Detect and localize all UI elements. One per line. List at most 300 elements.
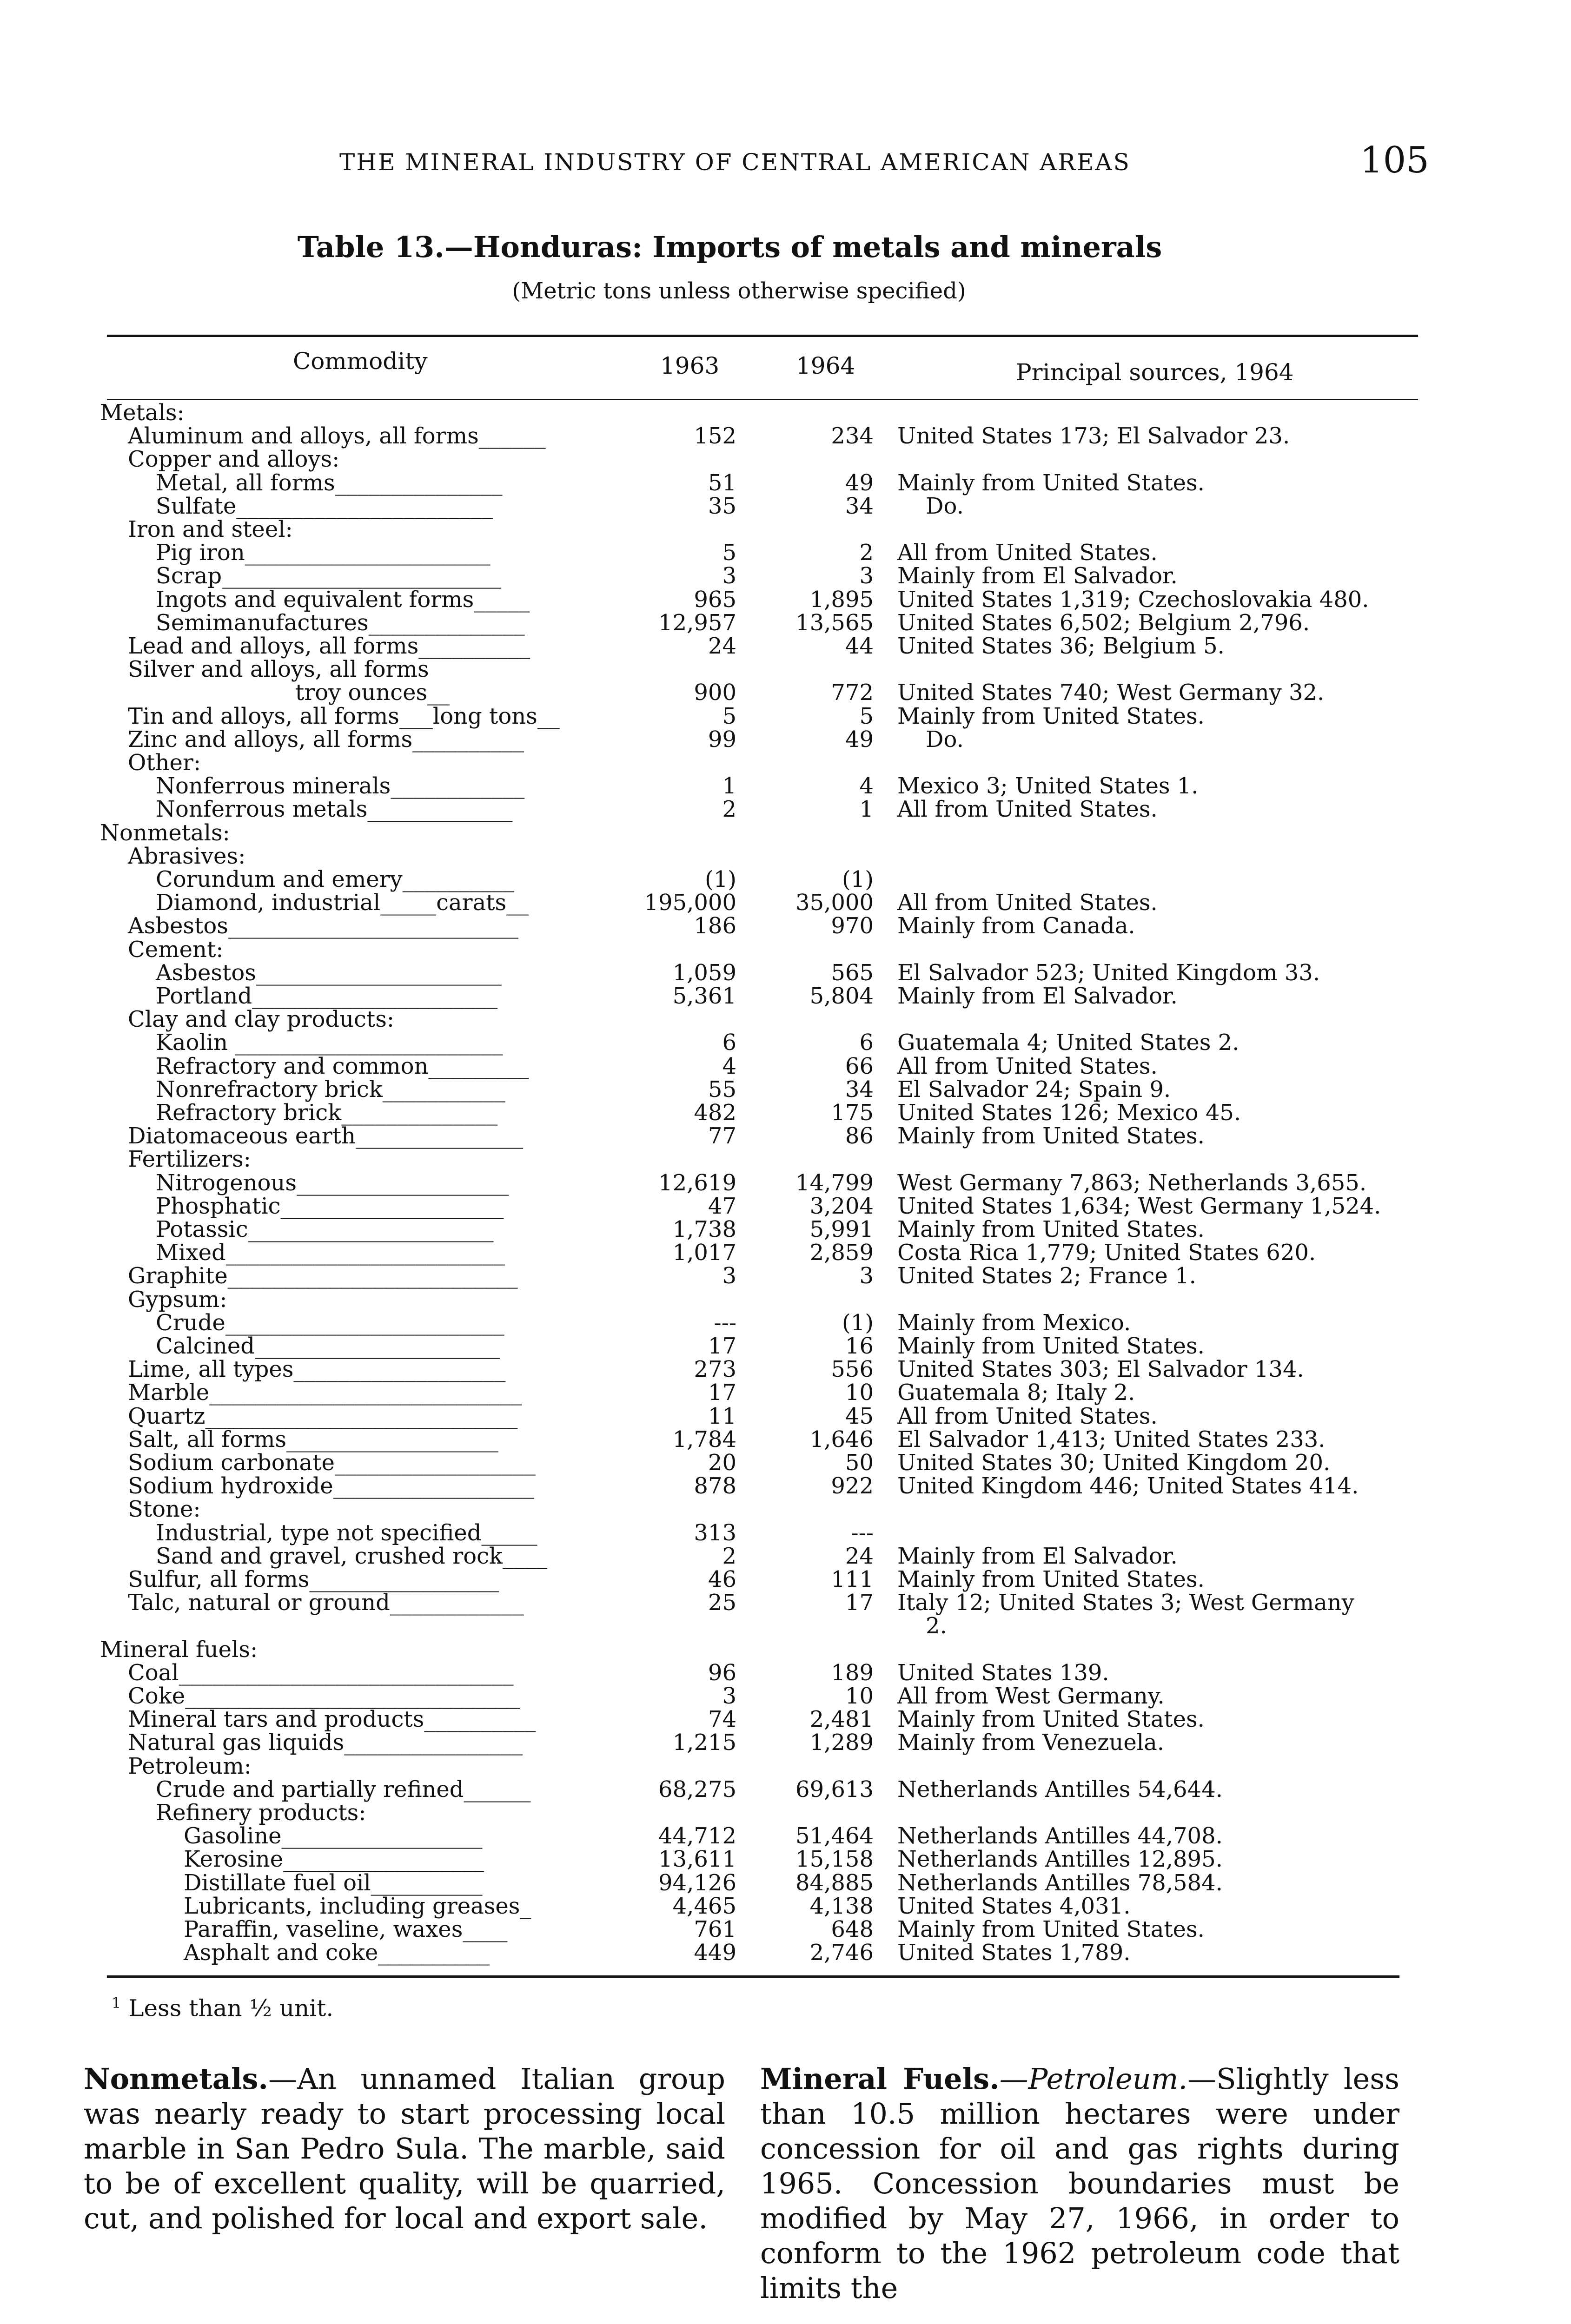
value-1963-cell: 1,738	[672, 1216, 736, 1242]
table-row	[0, 1567, 1571, 1591]
commodity-cell: Kaolin ________________________	[156, 1030, 503, 1056]
value-1964-cell: 49	[845, 469, 874, 496]
table-row	[0, 1871, 1571, 1895]
column-header-1964: 1964	[796, 352, 855, 379]
commodity-cell: Sulfur, all forms_________________	[128, 1566, 499, 1592]
sources-cell: Netherlands Antilles 54,644.	[897, 1776, 1223, 1802]
table-row	[0, 1917, 1571, 1941]
commodity-cell: Kerosine__________________	[184, 1846, 484, 1873]
sources-cell: Do.	[897, 726, 964, 753]
table-row	[0, 1521, 1571, 1545]
table-row	[0, 1007, 1571, 1031]
value-1963-cell: 12,957	[658, 609, 736, 636]
value-1964-cell: 17	[845, 1590, 874, 1616]
table-row	[0, 1614, 1571, 1638]
sources-cell: Mainly from Venezuela.	[897, 1730, 1164, 1756]
value-1964-cell: 111	[831, 1566, 874, 1592]
value-1964-cell: 4	[859, 773, 874, 799]
table-row	[0, 984, 1571, 1008]
table-row	[0, 471, 1571, 495]
value-1964-cell: 35,000	[795, 890, 874, 916]
commodity-cell: Calcined______________________	[156, 1333, 500, 1359]
value-1964-cell: 34	[845, 1076, 874, 1103]
sources-cell: United States 1,634; West Germany 1,524.	[897, 1193, 1381, 1219]
table-row	[0, 751, 1571, 775]
commodity-cell: Coke______________________________	[128, 1683, 520, 1709]
commodity-cell: Diatomaceous earth_______________	[128, 1123, 523, 1149]
value-1963-cell: 1	[722, 773, 736, 799]
table-row	[0, 680, 1571, 705]
sources-cell: Mainly from El Salvador.	[897, 1543, 1178, 1569]
footnote-text: Less than ½ unit.	[128, 1994, 334, 2022]
table-row	[0, 1264, 1571, 1288]
sources-cell: All from United States.	[897, 1053, 1158, 1079]
table-row	[0, 867, 1571, 891]
commodity-cell: Crude_________________________	[156, 1309, 504, 1336]
sources-cell: 2.	[897, 1613, 947, 1639]
value-1964-cell: 1,895	[809, 586, 874, 613]
value-1964-cell: 5,804	[809, 983, 874, 1009]
page-header	[0, 139, 1571, 195]
sources-cell: Mainly from United States.	[897, 1916, 1205, 1942]
commodity-cell: Metal, all forms_______________	[156, 469, 503, 496]
value-1963-cell: 20	[708, 1450, 736, 1476]
table-row	[0, 1941, 1571, 1965]
value-1963-cell: 5	[722, 540, 736, 566]
commodity-cell: Zinc and alloys, all forms__________	[128, 726, 524, 753]
value-1964-cell: 556	[831, 1356, 874, 1383]
commodity-cell: Lead and alloys, all forms__________	[128, 633, 530, 659]
sources-cell: United States 36; Belgium 5.	[897, 633, 1225, 659]
value-1963-cell: 1,784	[672, 1426, 736, 1452]
value-1964-cell: 1,289	[809, 1730, 874, 1756]
sources-cell: Italy 12; United States 3; West Germany	[897, 1590, 1354, 1616]
sources-cell: Mainly from United States.	[897, 703, 1205, 729]
table-row	[0, 1801, 1571, 1825]
running-title: THE MINERAL INDUSTRY OF CENTRAL AMERICAN AREAS	[339, 149, 1131, 176]
commodity-cell: Tin and alloys, all forms___long tons__	[128, 703, 560, 729]
value-1964-cell: 970	[831, 913, 874, 939]
value-1963-cell: 13,611	[658, 1846, 736, 1873]
value-1963-cell: 24	[708, 633, 736, 659]
commodity-cell: Sulfate_______________________	[156, 493, 493, 519]
value-1963-cell: 1,215	[672, 1730, 736, 1756]
value-1963-cell: 965	[694, 586, 736, 613]
value-1964-cell: 3	[859, 563, 874, 589]
table-row	[0, 401, 1571, 425]
value-1964-cell: 15,158	[795, 1846, 874, 1873]
commodity-cell: Marble____________________________	[128, 1380, 522, 1406]
value-1963-cell: 1,017	[672, 1240, 736, 1266]
value-1963-cell: 11	[708, 1403, 736, 1429]
value-1964-cell: 5	[859, 703, 874, 729]
table-row	[0, 1894, 1571, 1918]
table-row	[0, 1217, 1571, 1241]
value-1963-cell: 94,126	[658, 1869, 736, 1896]
value-1963-cell: 482	[694, 1100, 736, 1126]
sources-cell: Mainly from El Salvador.	[897, 983, 1178, 1009]
table-row	[0, 1147, 1571, 1171]
table-row	[0, 704, 1571, 728]
sources-cell: Mexico 3; United States 1.	[897, 773, 1199, 799]
sources-cell: United States 2; France 1.	[897, 1263, 1196, 1289]
sources-cell: All from West Germany.	[897, 1683, 1165, 1709]
sources-cell: West Germany 7,863; Netherlands 3,655.	[897, 1169, 1367, 1196]
sources-cell: Mainly from United States.	[897, 1123, 1205, 1149]
value-1963-cell: 1,059	[672, 959, 736, 986]
value-1964-cell: 84,885	[795, 1869, 874, 1896]
commodity-cell: Nitrogenous___________________	[156, 1169, 509, 1196]
table-row	[0, 1707, 1571, 1731]
table-row	[0, 938, 1571, 962]
value-1964-cell: ---	[851, 1519, 874, 1546]
value-1963-cell: 152	[694, 423, 736, 449]
table-row	[0, 1077, 1571, 1102]
value-1963-cell: 12,619	[658, 1169, 736, 1196]
table-top-rule	[107, 335, 1418, 337]
table-row	[0, 1544, 1571, 1568]
sources-cell: All from United States.	[897, 1403, 1158, 1429]
value-1964-cell: 1,646	[809, 1426, 874, 1452]
value-1963-cell: 17	[708, 1333, 736, 1359]
table-row	[0, 1847, 1571, 1871]
value-1964-cell: 2,746	[809, 1940, 874, 1966]
commodity-cell: Aluminum and alloys, all forms______	[128, 423, 546, 449]
value-1963-cell: 4	[722, 1053, 736, 1079]
value-1964-cell: 49	[845, 726, 874, 753]
value-1963-cell: 761	[694, 1916, 736, 1942]
value-1964-cell: 922	[831, 1473, 874, 1499]
sources-cell: Mainly from El Salvador.	[897, 563, 1178, 589]
sources-cell: Mainly from United States.	[897, 469, 1205, 496]
value-1963-cell: 51	[708, 469, 736, 496]
sources-cell: Netherlands Antilles 12,895.	[897, 1846, 1223, 1873]
commodity-cell: Fertilizers:	[128, 1146, 251, 1173]
petroleum-subheading: —Petroleum.	[999, 2062, 1188, 2096]
table-row	[0, 1380, 1571, 1405]
value-1964-cell: 565	[831, 959, 874, 986]
table-row	[0, 541, 1571, 565]
table-row	[0, 1451, 1571, 1475]
commodity-cell: Asphalt and coke__________	[184, 1940, 490, 1966]
value-1964-cell: 2,481	[809, 1706, 874, 1733]
table-row	[0, 1171, 1571, 1195]
table-row	[0, 1824, 1571, 1848]
column-header-commodity: Commodity	[293, 348, 428, 375]
commodity-cell: Copper and alloys:	[128, 446, 340, 473]
commodity-cell: Metals:	[100, 400, 185, 426]
table-row	[0, 1287, 1571, 1312]
value-1963-cell: 3	[722, 563, 736, 589]
sources-cell: Mainly from United States.	[897, 1333, 1205, 1359]
sources-cell: Mainly from United States.	[897, 1216, 1205, 1242]
commodity-cell: Industrial, type not specified_____	[156, 1519, 537, 1546]
sources-cell: Netherlands Antilles 44,708.	[897, 1823, 1223, 1849]
commodity-cell: Petroleum:	[128, 1753, 252, 1779]
sources-cell: United States 740; West Germany 32.	[897, 680, 1325, 706]
commodity-cell: Mixed_________________________	[156, 1240, 505, 1266]
value-1964-cell: 772	[831, 680, 874, 706]
commodity-cell: Nonmetals:	[100, 819, 230, 846]
table-row	[0, 1754, 1571, 1778]
value-1964-cell: 34	[845, 493, 874, 519]
table-row	[0, 1404, 1571, 1428]
value-1963-cell: 3	[722, 1263, 736, 1289]
table-row	[0, 588, 1571, 612]
commodity-cell: Portland______________________	[156, 983, 498, 1009]
sources-cell: All from United States.	[897, 890, 1158, 916]
value-1964-cell: 13,565	[795, 609, 874, 636]
value-1963-cell: 195,000	[644, 890, 736, 916]
commodity-cell: Natural gas liquids________________	[128, 1730, 523, 1756]
commodity-cell: Nonferrous minerals____________	[156, 773, 525, 799]
commodity-cell: Nonrefractory brick___________	[156, 1076, 505, 1103]
value-1964-cell: 648	[831, 1916, 874, 1942]
commodity-cell: Sodium hydroxide__________________	[128, 1473, 534, 1499]
sources-cell: United States 30; United Kingdom 20.	[897, 1450, 1331, 1476]
table-row	[0, 1311, 1571, 1335]
value-1964-cell: 66	[845, 1053, 874, 1079]
table-header-rule	[107, 399, 1418, 400]
commodity-cell: Crude and partially refined______	[156, 1776, 531, 1802]
value-1963-cell: 35	[708, 493, 736, 519]
table-row	[0, 611, 1571, 635]
value-1963-cell: 55	[708, 1076, 736, 1103]
commodity-cell: troy ounces__	[295, 680, 450, 706]
table-subtitle: (Metric tons unless otherwise specified)	[512, 278, 966, 304]
value-1964-cell: 10	[845, 1683, 874, 1709]
sources-cell: Netherlands Antilles 78,584.	[897, 1869, 1223, 1896]
commodity-cell: Cement:	[128, 936, 224, 963]
table-row	[0, 727, 1571, 752]
value-1963-cell: 46	[708, 1566, 736, 1592]
table-row	[0, 891, 1571, 915]
value-1963-cell: 77	[708, 1123, 736, 1149]
table-title: Table 13.—Honduras: Imports of metals and minerals	[297, 230, 1162, 264]
table-row	[0, 1661, 1571, 1685]
value-1964-cell: 5,991	[809, 1216, 874, 1242]
value-1964-cell: 6	[859, 1030, 874, 1056]
table-row	[0, 1497, 1571, 1521]
table-row	[0, 914, 1571, 938]
commodity-cell: Clay and clay products:	[128, 1006, 394, 1033]
value-1964-cell: 44	[845, 633, 874, 659]
value-1963-cell: 900	[694, 680, 736, 706]
sources-cell: Guatemala 4; United States 2.	[897, 1030, 1240, 1056]
value-1964-cell: 50	[845, 1450, 874, 1476]
commodity-cell: Quartz____________________________	[128, 1403, 518, 1429]
sources-cell: United States 6,502; Belgium 2,796.	[897, 609, 1310, 636]
value-1964-cell: 24	[845, 1543, 874, 1569]
value-1964-cell: 45	[845, 1403, 874, 1429]
sources-cell: Costa Rica 1,779; United States 620.	[897, 1240, 1316, 1266]
value-1963-cell: 273	[694, 1356, 736, 1383]
table-row	[0, 844, 1571, 868]
mineral-fuels-heading: Mineral Fuels.	[760, 2062, 1000, 2096]
commodity-cell: Ingots and equivalent forms_____	[156, 586, 530, 613]
sources-cell: United States 4,031.	[897, 1893, 1131, 1919]
table-row	[0, 634, 1571, 658]
nonmetals-heading: Nonmetals.	[84, 2062, 269, 2096]
value-1963-cell: ---	[714, 1309, 736, 1336]
value-1963-cell: (1)	[705, 866, 736, 892]
value-1964-cell: 14,799	[795, 1169, 874, 1196]
table-row	[0, 1777, 1571, 1802]
sources-cell: El Salvador 1,413; United States 233.	[897, 1426, 1326, 1452]
value-1964-cell: 86	[845, 1123, 874, 1149]
table-row	[0, 961, 1571, 985]
value-1963-cell: 96	[708, 1659, 736, 1686]
commodity-cell: Sand and gravel, crushed rock____	[156, 1543, 548, 1569]
commodity-cell: Paraffin, vaseline, waxes____	[184, 1916, 508, 1942]
commodity-cell: Refractory brick______________	[156, 1100, 498, 1126]
sources-cell: Mainly from Mexico.	[897, 1309, 1131, 1336]
value-1963-cell: 5,361	[672, 983, 736, 1009]
commodity-cell: Iron and steel:	[128, 516, 293, 542]
table-row	[0, 1684, 1571, 1708]
commodity-cell: Distillate fuel oil__________	[184, 1869, 483, 1896]
commodity-cell: Other:	[128, 750, 201, 776]
table-row	[0, 821, 1571, 845]
commodity-cell: Coal______________________________	[128, 1659, 514, 1686]
sources-cell: All from United States.	[897, 540, 1158, 566]
table-row	[0, 424, 1571, 448]
sources-cell: United States 1,789.	[897, 1940, 1131, 1966]
commodity-cell: Refractory and common_________	[156, 1053, 529, 1079]
column-header-1963: 1963	[660, 352, 720, 379]
table-row	[0, 1474, 1571, 1498]
commodity-cell: Silver and alloys, all forms	[128, 656, 429, 683]
value-1964-cell: 2,859	[809, 1240, 874, 1266]
table-row	[0, 797, 1571, 821]
body-column-right	[760, 2061, 1399, 2305]
commodity-cell: Phosphatic____________________	[156, 1193, 504, 1219]
commodity-cell: Lime, all types___________________	[128, 1356, 506, 1383]
value-1963-cell: 17	[708, 1380, 736, 1406]
commodity-cell: Refinery products:	[156, 1800, 366, 1826]
value-1963-cell: 3	[722, 1683, 736, 1709]
value-1963-cell: 186	[694, 913, 736, 939]
sources-cell: All from United States.	[897, 796, 1158, 823]
footnote-mark: 1	[112, 1994, 121, 2012]
sources-cell: El Salvador 24; Spain 9.	[897, 1076, 1171, 1103]
table-row	[0, 517, 1571, 541]
table-row	[0, 564, 1571, 588]
value-1964-cell: 4,138	[809, 1893, 874, 1919]
value-1963-cell: 2	[722, 1543, 736, 1569]
value-1963-cell: 878	[694, 1473, 736, 1499]
commodity-cell: Talc, natural or ground____________	[128, 1590, 524, 1616]
sources-cell: Guatemala 8; Italy 2.	[897, 1380, 1135, 1406]
commodity-cell: Abrasives:	[128, 843, 246, 869]
value-1964-cell: 16	[845, 1333, 874, 1359]
value-1964-cell: 175	[831, 1100, 874, 1126]
value-1963-cell: 4,465	[672, 1893, 736, 1919]
commodity-cell: Pig iron______________________	[156, 540, 491, 566]
value-1963-cell: 44,712	[658, 1823, 736, 1849]
table-row	[0, 1427, 1571, 1452]
commodity-cell: Scrap_________________________	[156, 563, 501, 589]
sources-cell: United Kingdom 446; United States 414.	[897, 1473, 1359, 1499]
sources-cell: Mainly from United States.	[897, 1566, 1205, 1592]
value-1964-cell: 69,613	[795, 1776, 874, 1802]
commodity-cell: Graphite__________________________	[128, 1263, 518, 1289]
value-1964-cell: 3,204	[809, 1193, 874, 1219]
table-bottom-rule	[107, 1975, 1399, 1978]
sources-cell: United States 126; Mexico 45.	[897, 1100, 1241, 1126]
sources-cell: Mainly from Canada.	[897, 913, 1135, 939]
sources-cell: United States 303; El Salvador 134.	[897, 1356, 1304, 1383]
value-1963-cell: 2	[722, 796, 736, 823]
value-1963-cell: 5	[722, 703, 736, 729]
commodity-cell: Salt, all forms___________________	[128, 1426, 498, 1452]
table-row	[0, 1357, 1571, 1381]
value-1964-cell: 3	[859, 1263, 874, 1289]
commodity-cell: Diamond, industrial_____carats__	[156, 890, 529, 916]
value-1964-cell: (1)	[842, 866, 874, 892]
mineral-fuels-paragraph: —Slightly less than 10.5 million hectares were under concession for oil and gas rights during 1965. Concession boundaries must be modified by May 27, 1966, in order to conform to the 1962 petroleum code that limits the	[760, 2062, 1399, 2305]
commodity-cell: Nonferrous metals_____________	[156, 796, 513, 823]
commodity-cell: Asbestos__________________________	[128, 913, 518, 939]
commodity-cell: Asbestos______________________	[156, 959, 502, 986]
commodity-cell: Stone:	[128, 1496, 201, 1523]
nonmetals-paragraph: —An unnamed Italian group was nearly ready to start processing local marble in San Pedro Sula. The marble, said to be of excellent quality, will be quarried, cut, and polished for local and export sale.	[84, 2062, 725, 2235]
value-1963-cell: 74	[708, 1706, 736, 1733]
table-row	[0, 494, 1571, 518]
value-1963-cell: 6	[722, 1030, 736, 1056]
sources-cell: Mainly from United States.	[897, 1706, 1205, 1733]
table-row	[0, 1241, 1571, 1265]
commodity-cell: Mineral tars and products__________	[128, 1706, 536, 1733]
value-1964-cell: 234	[831, 423, 874, 449]
commodity-cell: Potassic______________________	[156, 1216, 494, 1242]
commodity-cell: Gasoline__________________	[184, 1823, 483, 1849]
table-row	[0, 1054, 1571, 1078]
value-1964-cell: 189	[831, 1659, 874, 1686]
commodity-cell: Sodium carbonate__________________	[128, 1450, 536, 1476]
table-row	[0, 1730, 1571, 1755]
value-1963-cell: 313	[694, 1519, 736, 1546]
table-row	[0, 774, 1571, 798]
value-1963-cell: 68,275	[658, 1776, 736, 1802]
sources-cell: El Salvador 523; United Kingdom 33.	[897, 959, 1320, 986]
sources-cell: United States 139.	[897, 1659, 1109, 1686]
sources-cell: Do.	[897, 493, 964, 519]
table-row	[0, 1591, 1571, 1615]
column-header-sources: Principal sources, 1964	[1016, 359, 1294, 386]
value-1963-cell: 25	[708, 1590, 736, 1616]
table-row	[0, 1030, 1571, 1055]
commodity-cell: Semimanufactures______________	[156, 609, 525, 636]
table-row	[0, 1124, 1571, 1148]
value-1964-cell: 10	[845, 1380, 874, 1406]
value-1964-cell: 1	[859, 796, 874, 823]
sources-cell: United States 173; El Salvador 23.	[897, 423, 1290, 449]
table-row	[0, 1194, 1571, 1218]
value-1964-cell: (1)	[842, 1309, 874, 1336]
table-row	[0, 1334, 1571, 1358]
table-footnote	[112, 1994, 333, 2022]
commodity-cell: Gypsum:	[128, 1286, 227, 1313]
table-row	[0, 1101, 1571, 1125]
value-1963-cell: 449	[694, 1940, 736, 1966]
table-row	[0, 657, 1571, 681]
value-1964-cell: 2	[859, 540, 874, 566]
commodity-cell: Mineral fuels:	[100, 1636, 258, 1663]
body-column-left	[84, 2061, 725, 2236]
commodity-cell: Corundum and emery__________	[156, 866, 514, 892]
value-1963-cell: 99	[708, 726, 736, 753]
